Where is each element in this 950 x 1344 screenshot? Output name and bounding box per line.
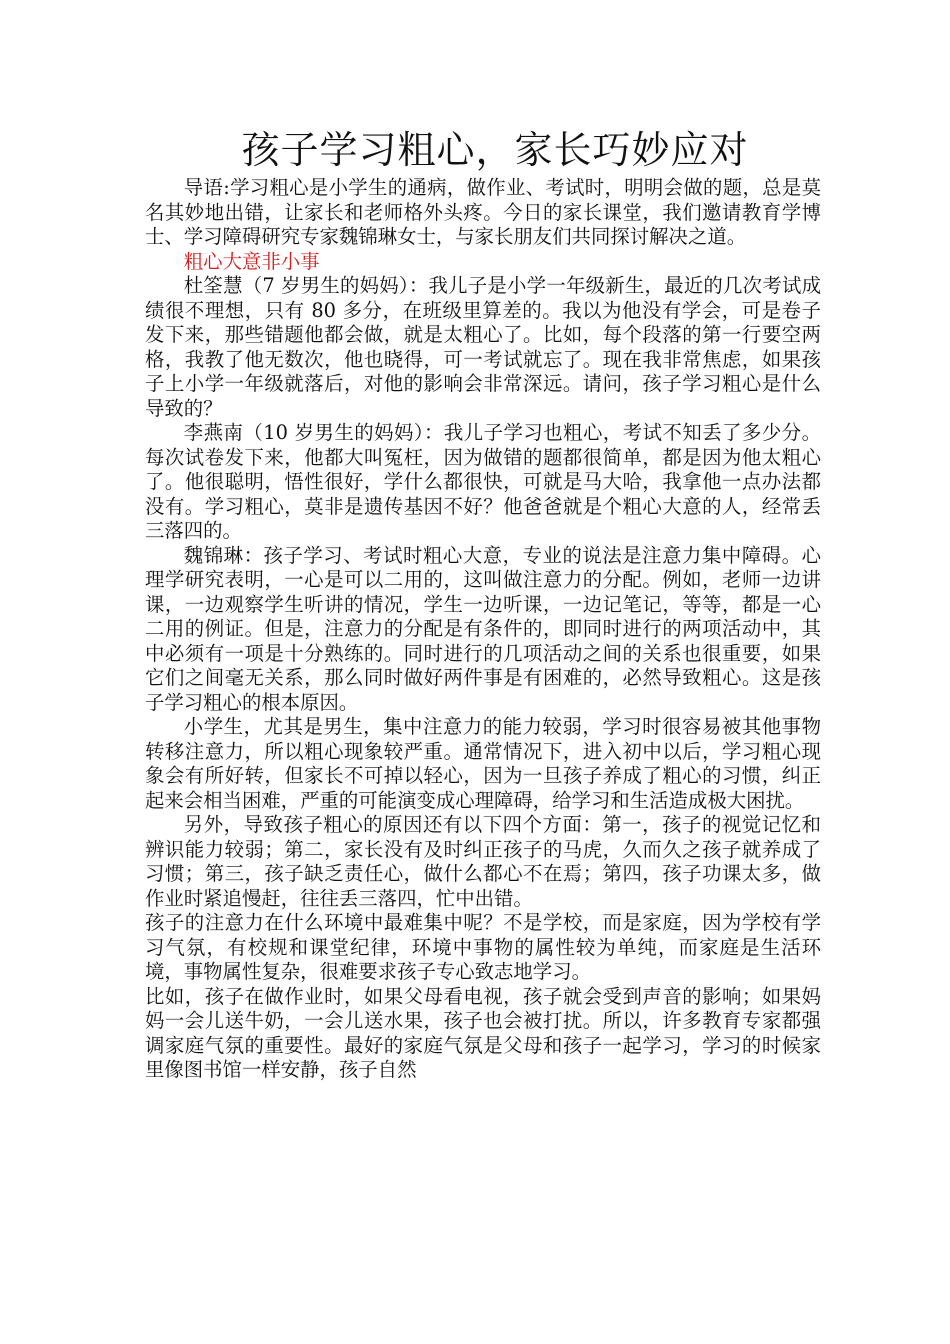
- paragraph-li: 李燕南（10 岁男生的妈妈）：我儿子学习也粗心，考试不知丢了多少分。每次试卷发下来，他都大叫冤枉，因为做错的题都很简单，都是因为他太粗心了。他很聪明，悟性很好，学什么都很快，可就是马大哈，我拿他一点办法都没有。学习粗心，莫非是遗传基因不好？他爸爸就是个粗心大意的人，经常丢三落四的。: [145, 421, 821, 542]
- document-body: [145, 176, 821, 1083]
- document-title: 孩子学习粗心，家长巧妙应对: [241, 128, 749, 172]
- paragraph-example: 比如，孩子在做作业时，如果父母看电视，孩子就会受到声音的影响；如果妈妈一会儿送牛奶，一会儿送水果，孩子也会被打扰。所以，许多教育专家都强调家庭气氛的重要性。最好的家庭气氛是父母和孩子一起学习，学习的时候家里像图书馆一样安静，孩子自然: [145, 984, 821, 1081]
- paragraph-environment: 孩子的注意力在什么环境中最难集中呢？不是学校，而是家庭，因为学校有学习气氛，有校规和课堂纪律，环境中事物的属性较为单纯，而家庭是生活环境，事物属性复杂，很难要求孩子专心致志地学习。: [145, 911, 821, 983]
- paragraph-du: 杜筌慧（7 岁男生的妈妈）：我儿子是小学一年级新生，最近的几次考试成绩很不理想，只有 80 多分，在班级里算差的。我以为他没有学会，可是卷子发下来，那些错题他都会做，就是太粗心了。比如，每个段落的第一行要空两格，我教了他无数次，他也晓得，可一考试就忘了。现在我非常焦虑，如果孩子上小学一年级就落后，对他的影响会非常深远。请问，孩子学习粗心是什么导致的？: [145, 274, 821, 420]
- intro-paragraph: 导语:学习粗心是小学生的通病，做作业、考试时，明明会做的题，总是莫名其妙地出错，让家长和老师格外头疼。今日的家长课堂，我们邀请教育学博士、学习障碍研究专家魏锦琳女士，与家长朋友们共同探讨解决之道。: [145, 176, 821, 248]
- paragraph-four-reasons: 另外，导致孩子粗心的原因还有以下四个方面：第一，孩子的视觉记忆和辨识能力较弱；第二，家长没有及时纠正孩子的马虎，久而久之孩子就养成了习惯；第三，孩子缺乏责任心，做什么都心不在焉；第四，孩子功课太多，做作业时紧追慢赶，往往丢三落四，忙中出错。: [145, 813, 821, 910]
- paragraph-pupils: 小学生，尤其是男生，集中注意力的能力较弱，学习时很容易被其他事物转移注意力，所以粗心现象较严重。通常情况下，进入初中以后，学习粗心现象会有所好转，但家长不可掉以轻心，因为一旦孩子养成了粗心的习惯，纠正起来会相当困难，严重的可能演变成心理障碍，给学习和生活造成极大困扰。: [145, 715, 821, 812]
- paragraph-wei: 魏锦琳：孩子学习、考试时粗心大意，专业的说法是注意力集中障碍。心理学研究表明，一心是可以二用的，这叫做注意力的分配。例如，老师一边讲课，一边观察学生听讲的情况，学生一边听课，一边记笔记，等等，都是一心二用的例证。但是，注意力的分配是有条件的，即同时进行的两项活动中，其中必须有一项是十分熟练的。同时进行的几项活动之间的关系也很重要，如果它们之间毫无关系，那么同时做好两件事是有困难的，必然导致粗心。这是孩子学习粗心的根本原因。: [145, 543, 821, 714]
- section-subheading: 粗心大意非小事: [183, 249, 320, 273]
